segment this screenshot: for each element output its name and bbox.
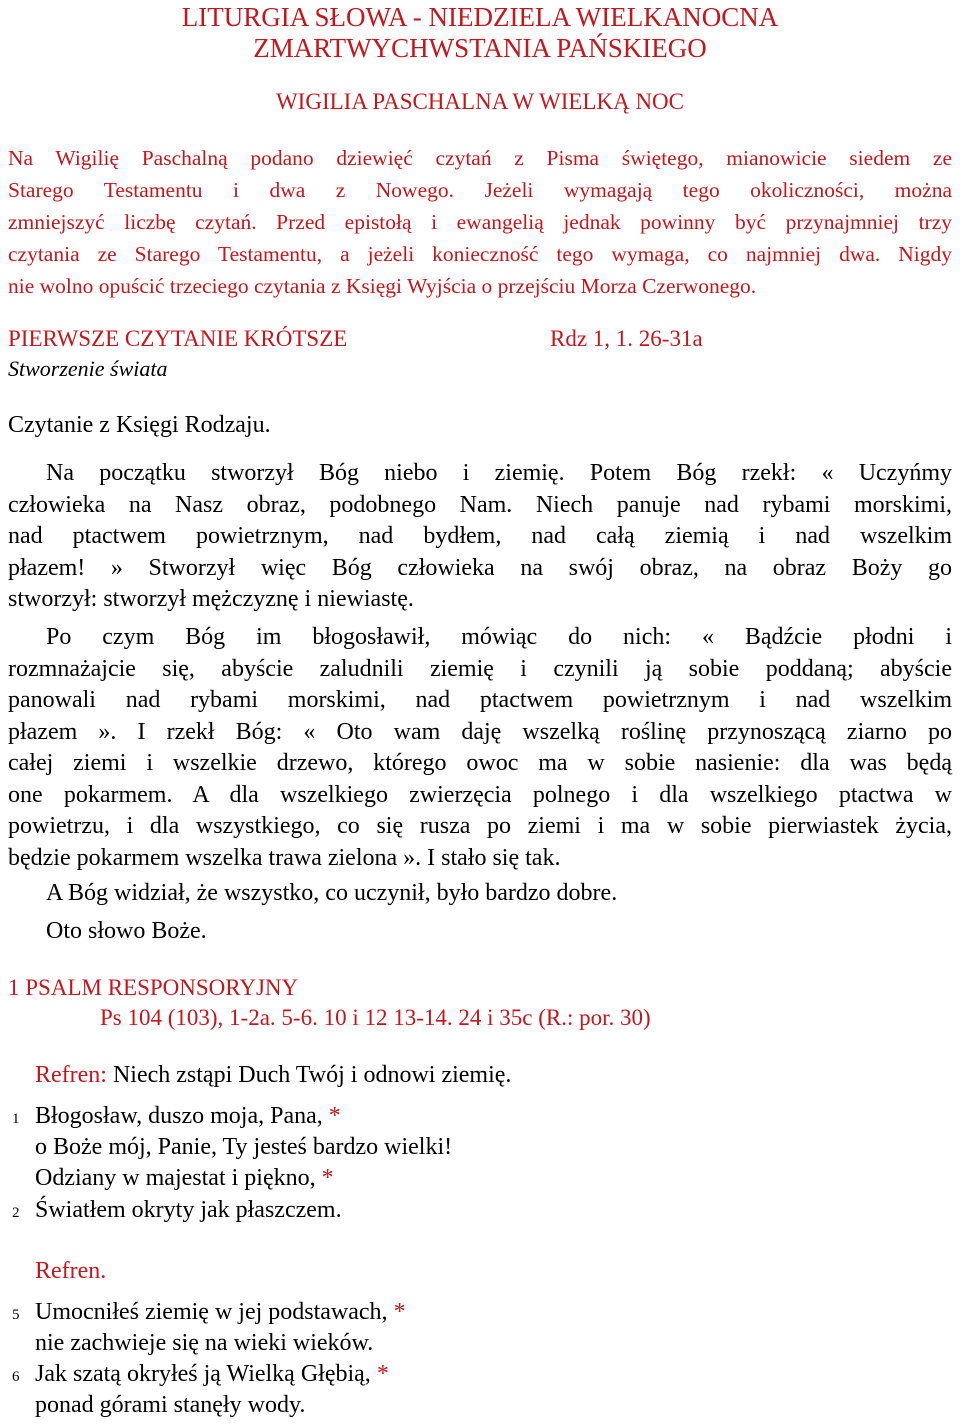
reading-theme: Stworzenie świata (8, 356, 168, 381)
verse-text: Odziany w majestat i piękno, (35, 1165, 322, 1191)
psalm-verse-line (35, 1134, 452, 1161)
reading-line: nad ptactwem powietrznym, nad bydłem, nad całą ziemią i nad wszelkim (8, 523, 952, 549)
reading-line: płazem ». I rzekł Bóg: « Oto wam daję wszelką roślinę przynoszącą ziarno po (8, 718, 952, 745)
verse-number: 1 (12, 1111, 20, 1127)
verse-asterisk: * (376, 1361, 389, 1387)
verse-text: Błogosław, duszo moja, Pana, (35, 1103, 329, 1129)
page-title-line2: ZMARTWYCHWSTANIA PAŃSKIEGO (253, 33, 707, 63)
reading-label: PIERWSZE CZYTANIE KRÓTSZE (8, 326, 348, 351)
verse-text: ponad górami stanęły wody. (35, 1392, 306, 1418)
verse-number: 5 (12, 1307, 20, 1323)
reading-line: będzie pokarmem wszelka trawa zielona ». I stało się tak. (8, 844, 561, 871)
verse-asterisk: * (328, 1103, 341, 1129)
psalm-verse-line (35, 1392, 305, 1419)
reading-line: płazem! » Stworzył więc Bóg człowieka na swój obraz, na obraz Boży go (8, 554, 952, 581)
rubric-line: Na Wigilię Paschalną podano dziewięć czytań z Pisma świętego, mianowicie siedem ze (8, 146, 952, 170)
rubric-line: nie wolno opuścić trzeciego czytania z Księgi Wyjścia o przejściu Morza Czerwonego. (8, 274, 757, 298)
reading-line: panowali nad rybami morskimi, nad ptactwem powietrznym i nad wszelkim (8, 687, 952, 713)
reading-line: one pokarmem. A dla wszelkiego zwierzęcia polnego i dla wszelkiego ptactwa w (8, 781, 952, 808)
reading-closing: Oto słowo Boże. (46, 918, 207, 944)
verse-text: Światłem okryty jak płaszczem. (35, 1197, 342, 1223)
verse-text: nie zachwieje się na wieki wieków. (35, 1330, 374, 1356)
reading-line: Po czym Bóg im błogosławił, mówiąc do nich: « Bądźcie płodni i (46, 624, 952, 650)
reading-line: Na początku stworzył Bóg niebo i ziemię. Potem Bóg rzekł: « Uczyńmy (46, 460, 952, 486)
verse-text: Umocniłeś ziemię w jej podstawach, (35, 1299, 394, 1325)
reading-intro: Czytanie z Księgi Rodzaju. (8, 412, 271, 438)
verse-asterisk: * (321, 1165, 334, 1191)
verse-text: Jak szatą okryłeś ją Wielką Głębią, (35, 1361, 377, 1387)
psalm-verse-line (35, 1299, 406, 1326)
psalm-reference: Ps 104 (103), 1-2a. 5-6. 10 i 12 13-14. 24 i 35c (R.: por. 30) (100, 1005, 651, 1030)
psalm-refrain (35, 1062, 511, 1089)
psalm-verse-line (35, 1197, 342, 1224)
psalm-verse-line (35, 1103, 341, 1130)
reading-paragraph-1 (8, 458, 952, 616)
psalm-refrain-short: Refren. (35, 1258, 107, 1284)
psalm-verse-line (35, 1165, 334, 1192)
reading-paragraph-3: A Bóg widział, że wszystko, co uczynił, było bardzo dobre. (46, 880, 618, 906)
reading-line: rozmnażajcie się, abyście zaludnili ziemię i czynili ją sobie poddaną; abyście (8, 655, 952, 682)
rubric-paragraph (8, 142, 952, 302)
rubric-line: czytania ze Starego Testamentu, a jeżeli konieczność tego wymaga, co najmniej dwa. Nigdy (8, 242, 952, 266)
rubric-line: zmniejszyć liczbę czytań. Przed epistołą i ewangelią jednak powinny być przynajmniej trzy (8, 210, 952, 234)
page-title-line1: LITURGIA SŁOWA - NIEDZIELA WIELKANOCNA (181, 2, 779, 32)
reading-line: powietrzu, i dla wszystkiego, co się rusza po ziemi i ma w sobie pierwiastek życia, (8, 813, 952, 839)
verse-number: 6 (12, 1369, 20, 1385)
rubric-line: Starego Testamentu i dwa z Nowego. Jeżeli wymagają tego okoliczności, można (8, 178, 952, 202)
reading-sigla: Rdz 1, 1. 26-31a (550, 326, 703, 351)
verse-text: o Boże mój, Panie, Ty jesteś bardzo wielki! (35, 1134, 453, 1160)
verse-number: 2 (12, 1205, 20, 1221)
verse-asterisk: * (393, 1299, 406, 1325)
reading-line: całej ziemi i wszelkie drzewo, którego owoc ma w sobie nasienie: dla was będą (8, 750, 952, 776)
refrain-text: Niech zstąpi Duch Twój i odnowi ziemię. (106, 1062, 512, 1088)
refrain-label: Refren: (35, 1062, 107, 1088)
psalm-verse-line (35, 1330, 373, 1357)
reading-line: człowieka na Nasz obraz, podobnego Nam. Niech panuje nad rybami morskimi, (8, 491, 952, 518)
psalm-verse-line (35, 1361, 389, 1388)
reading-line: stworzył: stworzył mężczyznę i niewiastę. (8, 586, 414, 612)
psalm-label: 1 PSALM RESPONSORYJNY (8, 975, 299, 1000)
page-subtitle: WIGILIA PASCHALNA W WIELKĄ NOC (275, 89, 685, 114)
reading-paragraph-2 (8, 622, 952, 874)
